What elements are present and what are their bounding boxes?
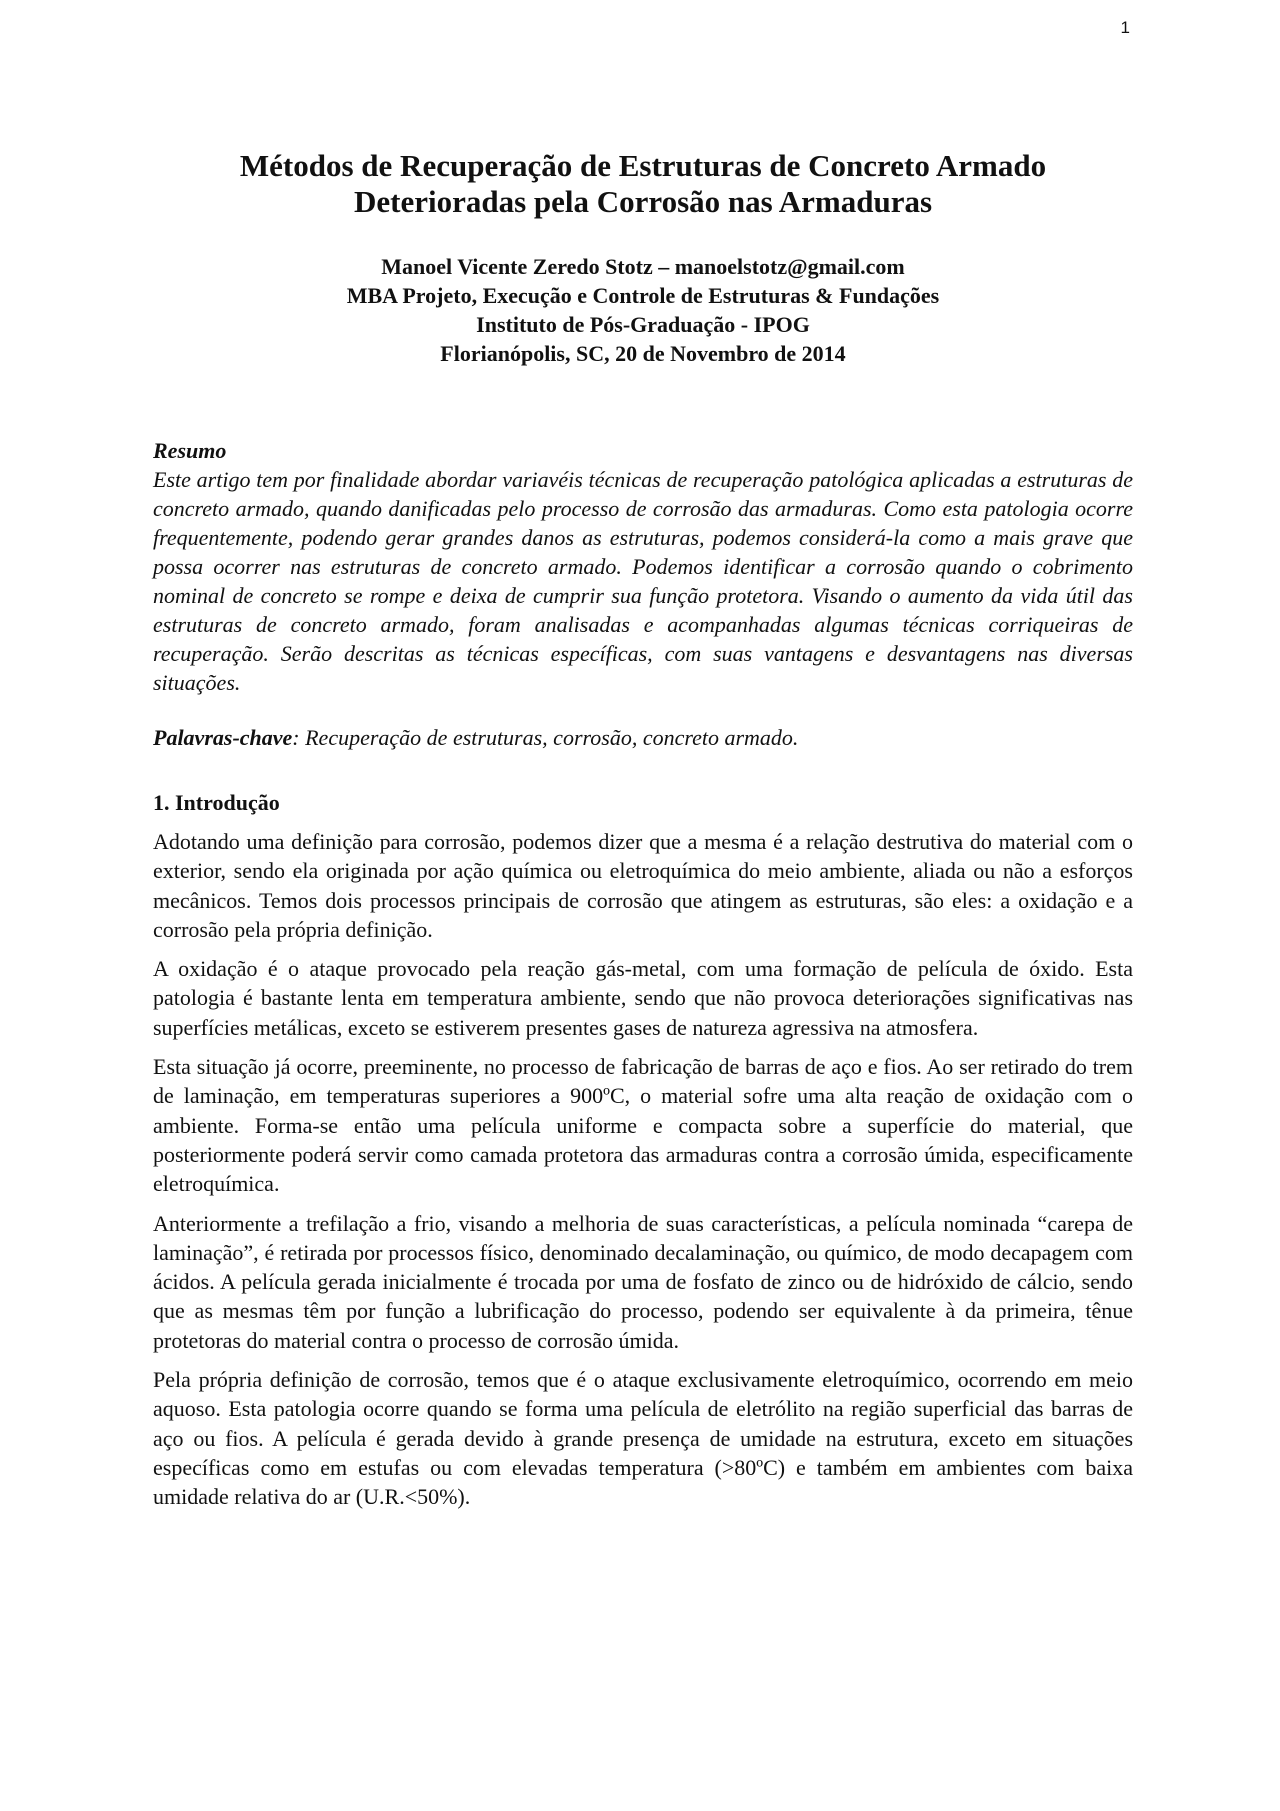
author-block bbox=[153, 252, 1133, 368]
author-place-date: Florianópolis, SC, 20 de Novembro de 2014 bbox=[440, 341, 846, 366]
keywords-line bbox=[153, 723, 1133, 752]
author-name-email: Manoel Vicente Zeredo Stotz – manoelstotz@gmail.com bbox=[381, 254, 905, 279]
body-paragraph: Anteriormente a trefilação a frio, visando a melhoria de suas características, a película nominada “carepa de laminação”, é retirada por processos físico, denominado decalaminação, ou químico, de modo decapagem com ácidos. A película gerada inicialmente é trocada por uma de fosfato de zinco ou de hidróxido de cálcio, sendo que as mesmas têm por função a lubrificação do processo, podendo ser equivalente à da primeira, tênue protetoras do material contra o processo de corrosão úmida. bbox=[153, 1210, 1133, 1353]
body-paragraph: Pela própria definição de corrosão, temos que é o ataque exclusivamente eletroquímico, ocorrendo em meio aquoso. Esta patologia ocorre quando se forma uma película de eletrólito na região superficial das barras de aço ou fios. A película é gerada devido à grande presença de umidade na estrutura, exceto em situações específicas como em estufas ou com elevadas temperatura (>80ºC) e também em ambientes com baixa umidade relativa do ar (U.R.<50%). bbox=[153, 1367, 1133, 1510]
body-paragraph: Esta situação já ocorre, preeminente, no processo de fabricação de barras de aço e fios. Ao ser retirado do trem de laminação, em temperaturas superiores a 900ºC, o material sofre uma alta reação de oxidação com o ambiente. Forma-se então uma película uniforme e compacta sobre a superfície do material, que posteriormente poderá servir como camada protetora das armaduras contra a corrosão úmida, especificamente eletroquímica. bbox=[153, 1054, 1133, 1197]
title-line-1: Métodos de Recuperação de Estruturas de Concreto Armado bbox=[239, 148, 1047, 183]
body-paragraph: A oxidação é o ataque provocado pela reação gás-metal, com uma formação de película de óxido. Esta patologia é bastante lenta em temperatura ambiente, sendo que não provoca deteriorações significativas nas superfícies metálicas, exceto se estiverem presentes gases de natureza agressiva na atmosfera. bbox=[153, 956, 1133, 1040]
abstract-heading: Resumo bbox=[153, 438, 227, 463]
page-number: 1 bbox=[1120, 18, 1130, 37]
keywords-text: : Recuperação de estruturas, corrosão, concreto armado. bbox=[292, 725, 799, 750]
page-content bbox=[153, 148, 1133, 1512]
body-paragraph: Adotando uma definição para corrosão, podemos dizer que a mesma é a relação destrutiva do material com o exterior, sendo ela originada por ação química ou eletroquímica do meio ambiente, aliada ou não a esforços mecânicos. Temos dois processos principais de corrosão que atingem as estruturas, são eles: a oxidação e a corrosão pela própria definição. bbox=[153, 829, 1133, 942]
title-line-2: Deterioradas pela Corrosão nas Armaduras bbox=[353, 184, 933, 219]
paper-title bbox=[153, 148, 1133, 220]
keywords-label: Palavras-chave bbox=[153, 725, 293, 750]
abstract-text: Este artigo tem por finalidade abordar variavéis técnicas de recuperação patológica aplicadas a estruturas de concreto armado, quando danificadas pelo processo de corrosão das armaduras. Como esta patologia ocorre frequentemente, podendo gerar grandes danos as estruturas, podemos considerá-la como a mais grave que possa ocorrer nas estruturas de concreto armado. Podemos identificar a corrosão quando o cobrimento nominal de concreto se rompe e deixa de cumprir sua função protetora. Visando o aumento da vida útil das estruturas de concreto armado, foram analisadas e acompanhadas algumas técnicas corriqueiras de recuperação. Serão descritas as técnicas específicas, com suas vantagens e desvantagens nas diversas situações. bbox=[153, 467, 1133, 695]
author-program: MBA Projeto, Execução e Controle de Estruturas & Fundações bbox=[346, 283, 940, 308]
section-heading-introduction: 1. Introdução bbox=[153, 790, 280, 815]
abstract-section bbox=[153, 436, 1133, 697]
author-institution: Instituto de Pós-Graduação - IPOG bbox=[476, 312, 810, 337]
